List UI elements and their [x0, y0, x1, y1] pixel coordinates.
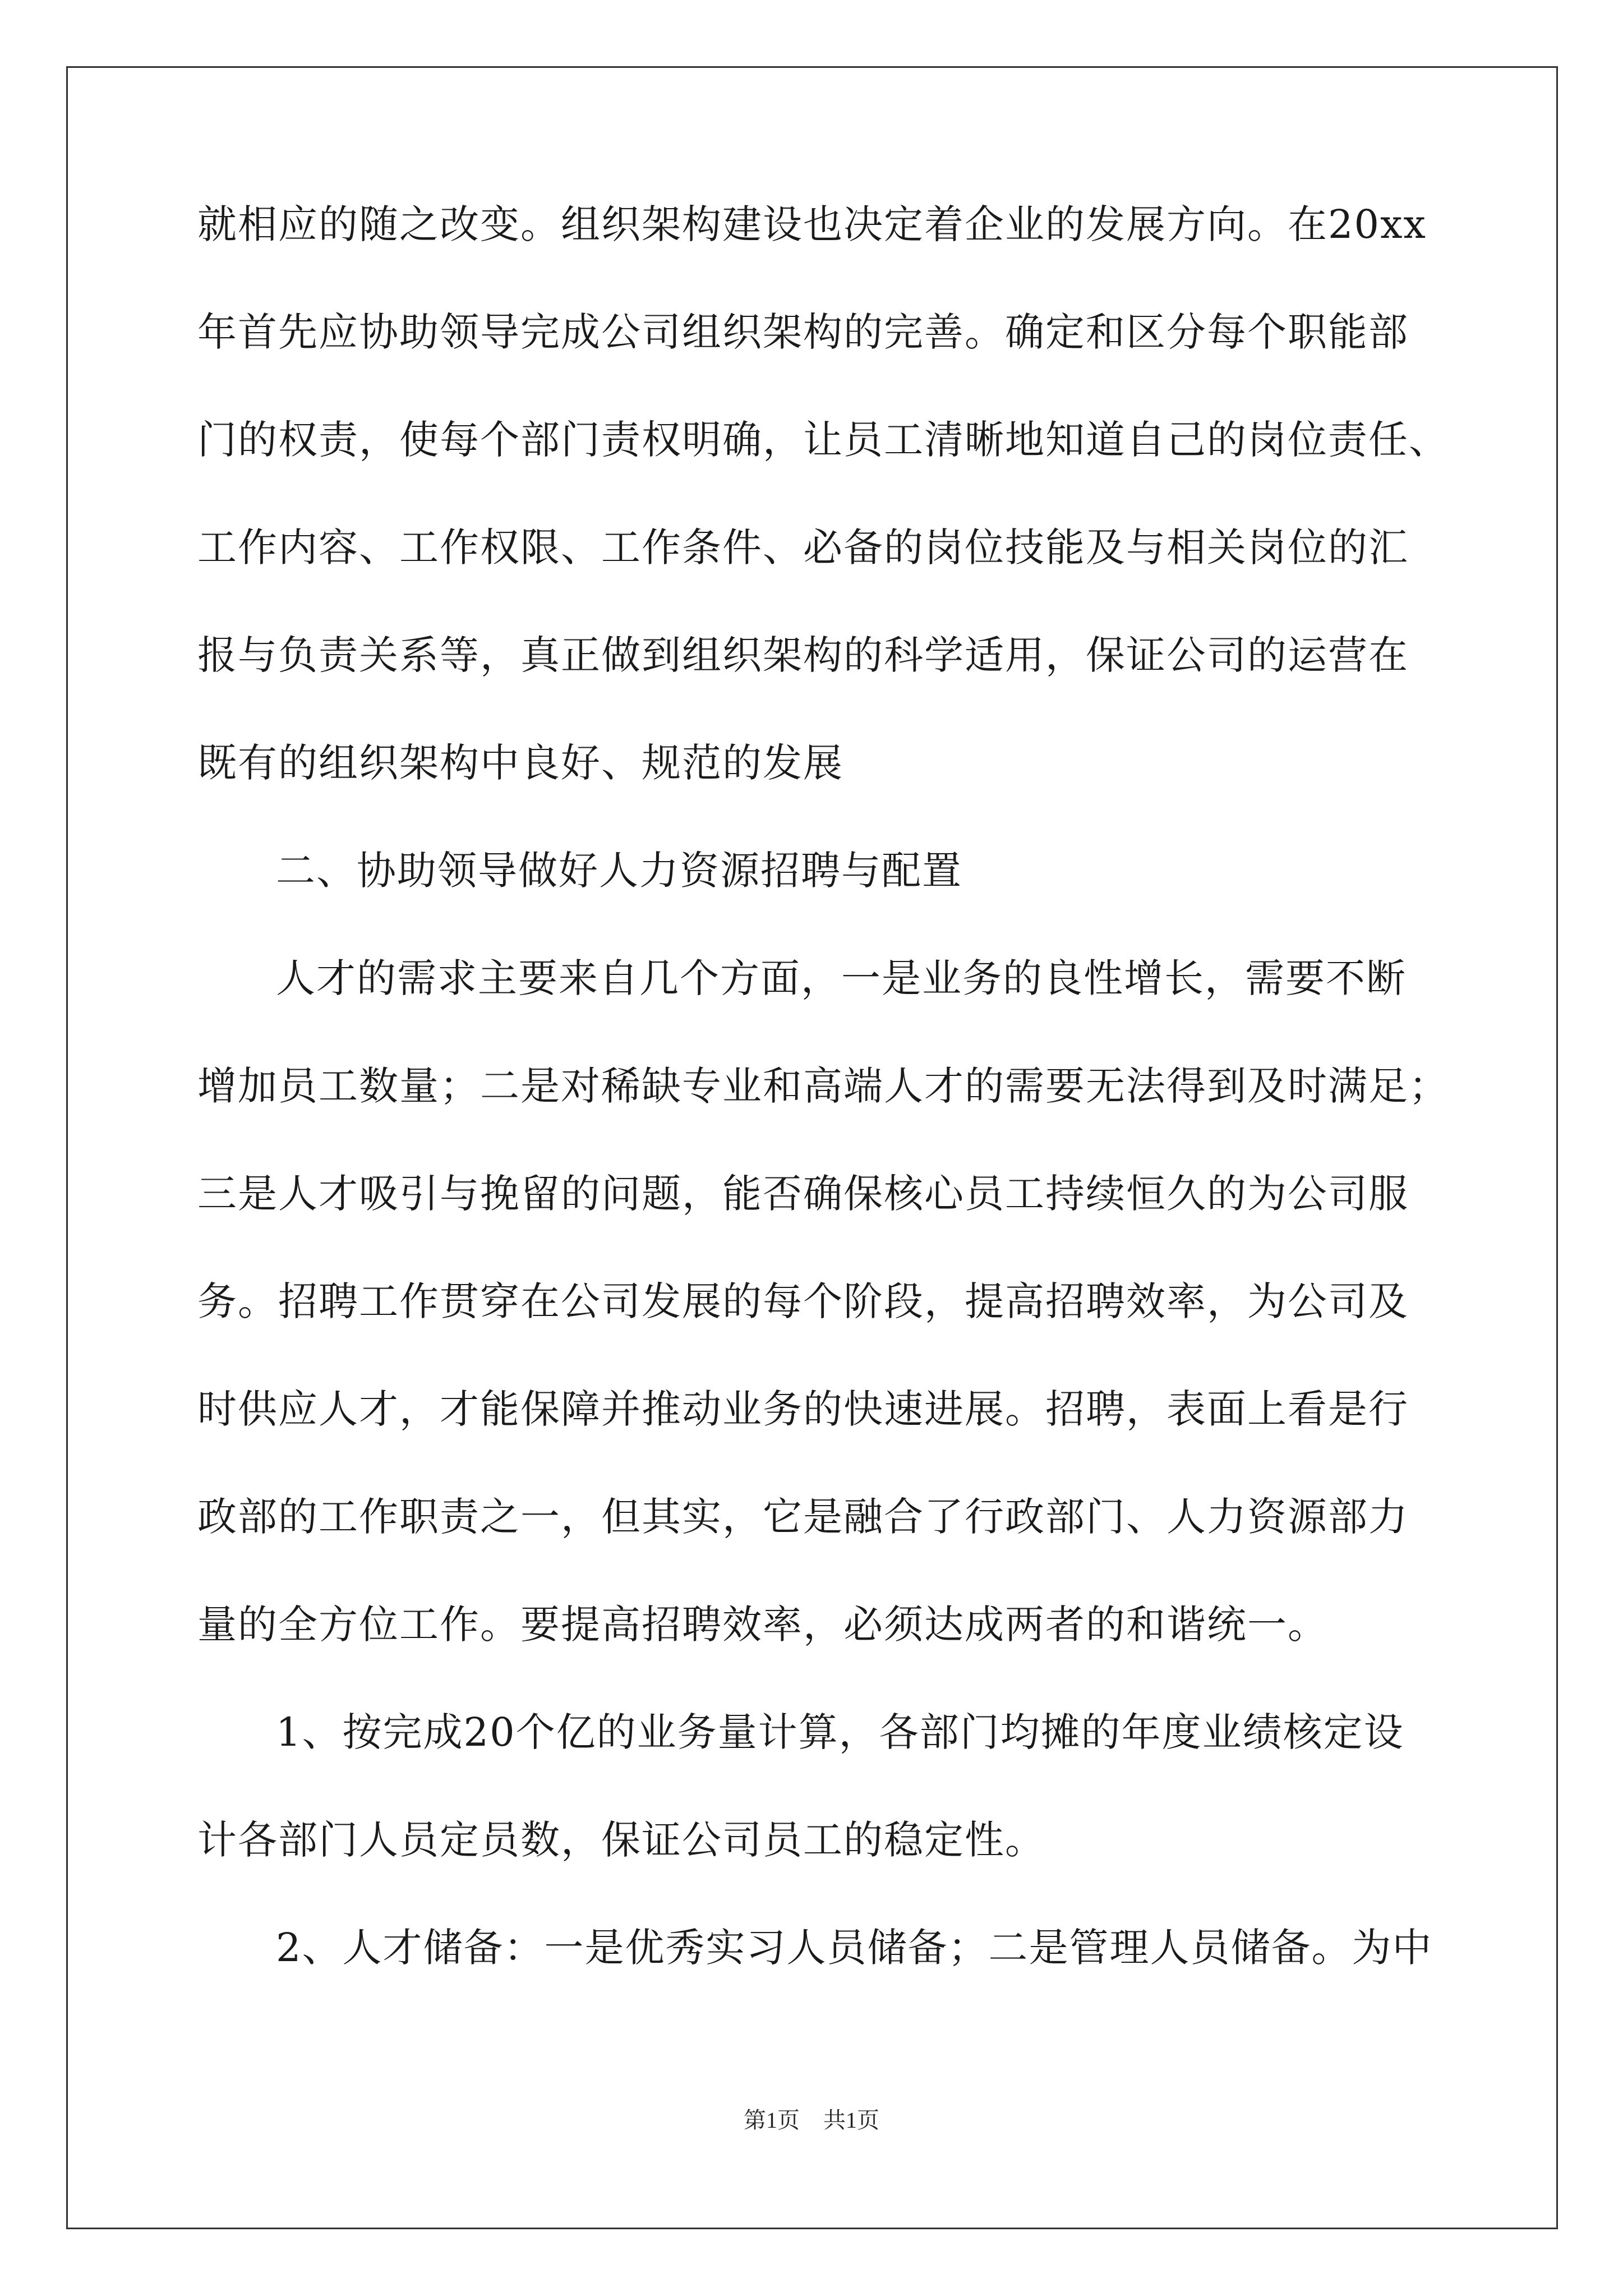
list-item-line: 计各部门人员定员数，保证公司员工的稳定性。: [197, 1817, 1045, 1863]
paragraph-line: 政部的工作职责之一，但其实，它是融合了行政部门、人力资源部力: [197, 1494, 1409, 1540]
paragraph-line: 报与负责关系等，真正做到组织架构的科学适用，保证公司的运营在: [197, 632, 1409, 678]
paragraph-line: 门的权责，使每个部门责权明确，让员工清晰地知道自己的岗位责任、: [197, 417, 1449, 463]
paragraph-line: 就相应的随之改变。组织架构建设也决定着企业的发展方向。在20xx: [197, 201, 1427, 247]
section-heading: 二、协助领导做好人力资源招聘与配置: [276, 848, 962, 894]
paragraph-line: 量的全方位工作。要提高招聘效率，必须达成两者的和谐统一。: [197, 1602, 1328, 1648]
list-item-line: 1、按完成20个亿的业务量计算，各部门均摊的年度业绩核定设: [276, 1709, 1404, 1755]
page-border: [66, 66, 1558, 2229]
list-item-line: 2、人才储备：一是优秀实习人员储备；二是管理人员储备。为中: [276, 1925, 1433, 1971]
paragraph-line: 增加员工数量；二是对稀缺专业和高端人才的需要无法得到及时满足；: [197, 1063, 1449, 1109]
page-footer: [0, 2106, 1623, 2134]
page-number: 第1页: [744, 2108, 800, 2133]
paragraph-line: 三是人才吸引与挽留的问题，能否确保核心员工持续恒久的为公司服: [197, 1171, 1409, 1217]
paragraph-line: 时供应人才，才能保障并推动业务的快速进展。招聘，表面上看是行: [197, 1386, 1409, 1432]
paragraph-line: 务。招聘工作贯穿在公司发展的每个阶段，提高招聘效率，为公司及: [197, 1278, 1409, 1324]
paragraph-line: 人才的需求主要来自几个方面，一是业务的良性增长，需要不断: [276, 955, 1407, 1001]
page-total: 共1页: [823, 2108, 879, 2133]
paragraph-line: 既有的组织架构中良好、规范的发展: [197, 740, 843, 786]
paragraph-line: 工作内容、工作权限、工作条件、必备的岗位技能及与相关岗位的汇: [197, 524, 1409, 570]
paragraph-line: 年首先应协助领导完成公司组织架构的完善。确定和区分每个职能部: [197, 309, 1409, 355]
